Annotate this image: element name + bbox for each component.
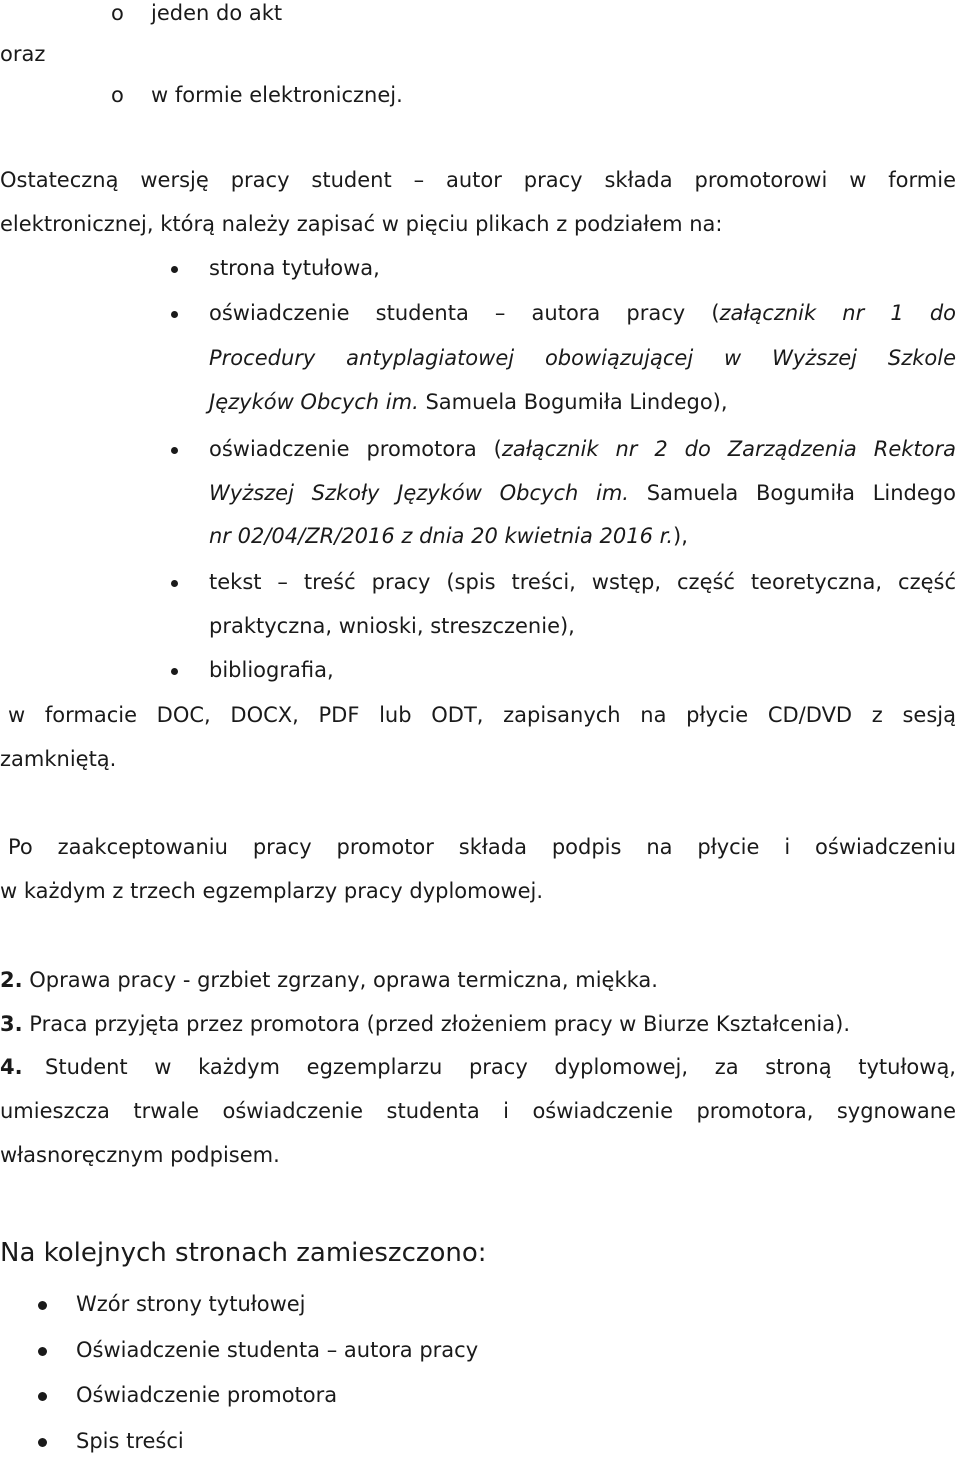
list-item-electronic: w formie elektronicznej. [151, 83, 403, 107]
file-item-title-page: strona tytułowa, [209, 256, 380, 280]
file-item-promoter-declaration-line1: oświadczenie promotora (załącznik nr 2 do Zarządzenia Rektora [209, 437, 956, 461]
numbered-item-4-line3: własnoręcznym podpisem. [0, 1143, 280, 1167]
bullet-dot-icon [38, 1347, 47, 1356]
list-marker-o: o [111, 1, 124, 25]
numbered-item-4-line2: umieszcza trwale oświadczenie studenta i oświadczenie promotora, sygnowane [0, 1099, 956, 1123]
paragraph-acceptance-line2: w każdym z trzech egzemplarzy pracy dyplomowej. [0, 879, 544, 903]
contents-heading: Na kolejnych stronach zamieszczono: [0, 1238, 487, 1268]
bullet-dot-icon [171, 668, 178, 675]
contents-item: Oświadczenie studenta – autora pracy [76, 1338, 479, 1362]
file-item-student-declaration-line3: Języków Obcych im. Samuela Bogumiła Lindego), [209, 390, 728, 414]
file-item-text-line1: tekst – treść pracy (spis treści, wstęp, część teoretyczna, część [209, 570, 956, 594]
bullet-dot-icon [171, 311, 178, 318]
file-item-bibliography: bibliografia, [209, 658, 334, 682]
file-item-student-declaration-line1: oświadczenie studenta – autora pracy (załącznik nr 1 do [209, 301, 956, 325]
file-item-promoter-declaration-line2: Wyższej Szkoły Języków Obcych im. Samuela Bogumiła Lindego [209, 481, 956, 505]
file-item-student-declaration-line2: Procedury antyplagiatowej obowiązującej w Wyższej Szkole [209, 346, 956, 370]
paragraph-final-version-line2: elektronicznej, którą należy zapisać w pięciu plikach z podziałem na: [0, 212, 723, 236]
contents-item: Wzór strony tytułowej [76, 1292, 306, 1316]
format-line1: w formacie DOC, DOCX, PDF lub ODT, zapisanych na płycie CD/DVD z sesją [8, 703, 956, 727]
paragraph-final-version-line1: Ostateczną wersję pracy student – autor pracy składa promotorowi w formie [0, 168, 956, 192]
bullet-dot-icon [171, 266, 178, 273]
list-item-akt: jeden do akt [151, 1, 283, 25]
numbered-item-3: 3. Praca przyjęta przez promotora (przed złożeniem pracy w Biurze Kształcenia). [0, 1012, 850, 1036]
file-item-text-line2: praktyczna, wnioski, streszczenie), [209, 614, 575, 638]
numbered-item-4-number: 4. [0, 1055, 23, 1079]
file-item-promoter-declaration-line3: nr 02/04/ZR/2016 z dnia 20 kwietnia 2016 r.), [209, 524, 688, 548]
numbered-item-2: 2. Oprawa pracy - grzbiet zgrzany, oprawa termiczna, miękka. [0, 968, 658, 992]
bullet-dot-icon [38, 1438, 47, 1447]
bullet-dot-icon [171, 447, 178, 454]
paragraph-acceptance-line1: Po zaakceptowaniu pracy promotor składa podpis na płycie i oświadczeniu [8, 835, 956, 859]
list-marker-o: o [111, 83, 124, 107]
format-line2: zamkniętą. [0, 747, 117, 771]
contents-item: Spis treści [76, 1429, 184, 1453]
numbered-item-4-line1: Student w każdym egzemplarzu pracy dyplomowej, za stroną tytułową, [45, 1055, 956, 1079]
bullet-dot-icon [38, 1301, 47, 1310]
bullet-dot-icon [171, 580, 178, 587]
contents-item: Oświadczenie promotora [76, 1383, 338, 1407]
conjunction-text: oraz [0, 42, 46, 66]
bullet-dot-icon [38, 1392, 47, 1401]
